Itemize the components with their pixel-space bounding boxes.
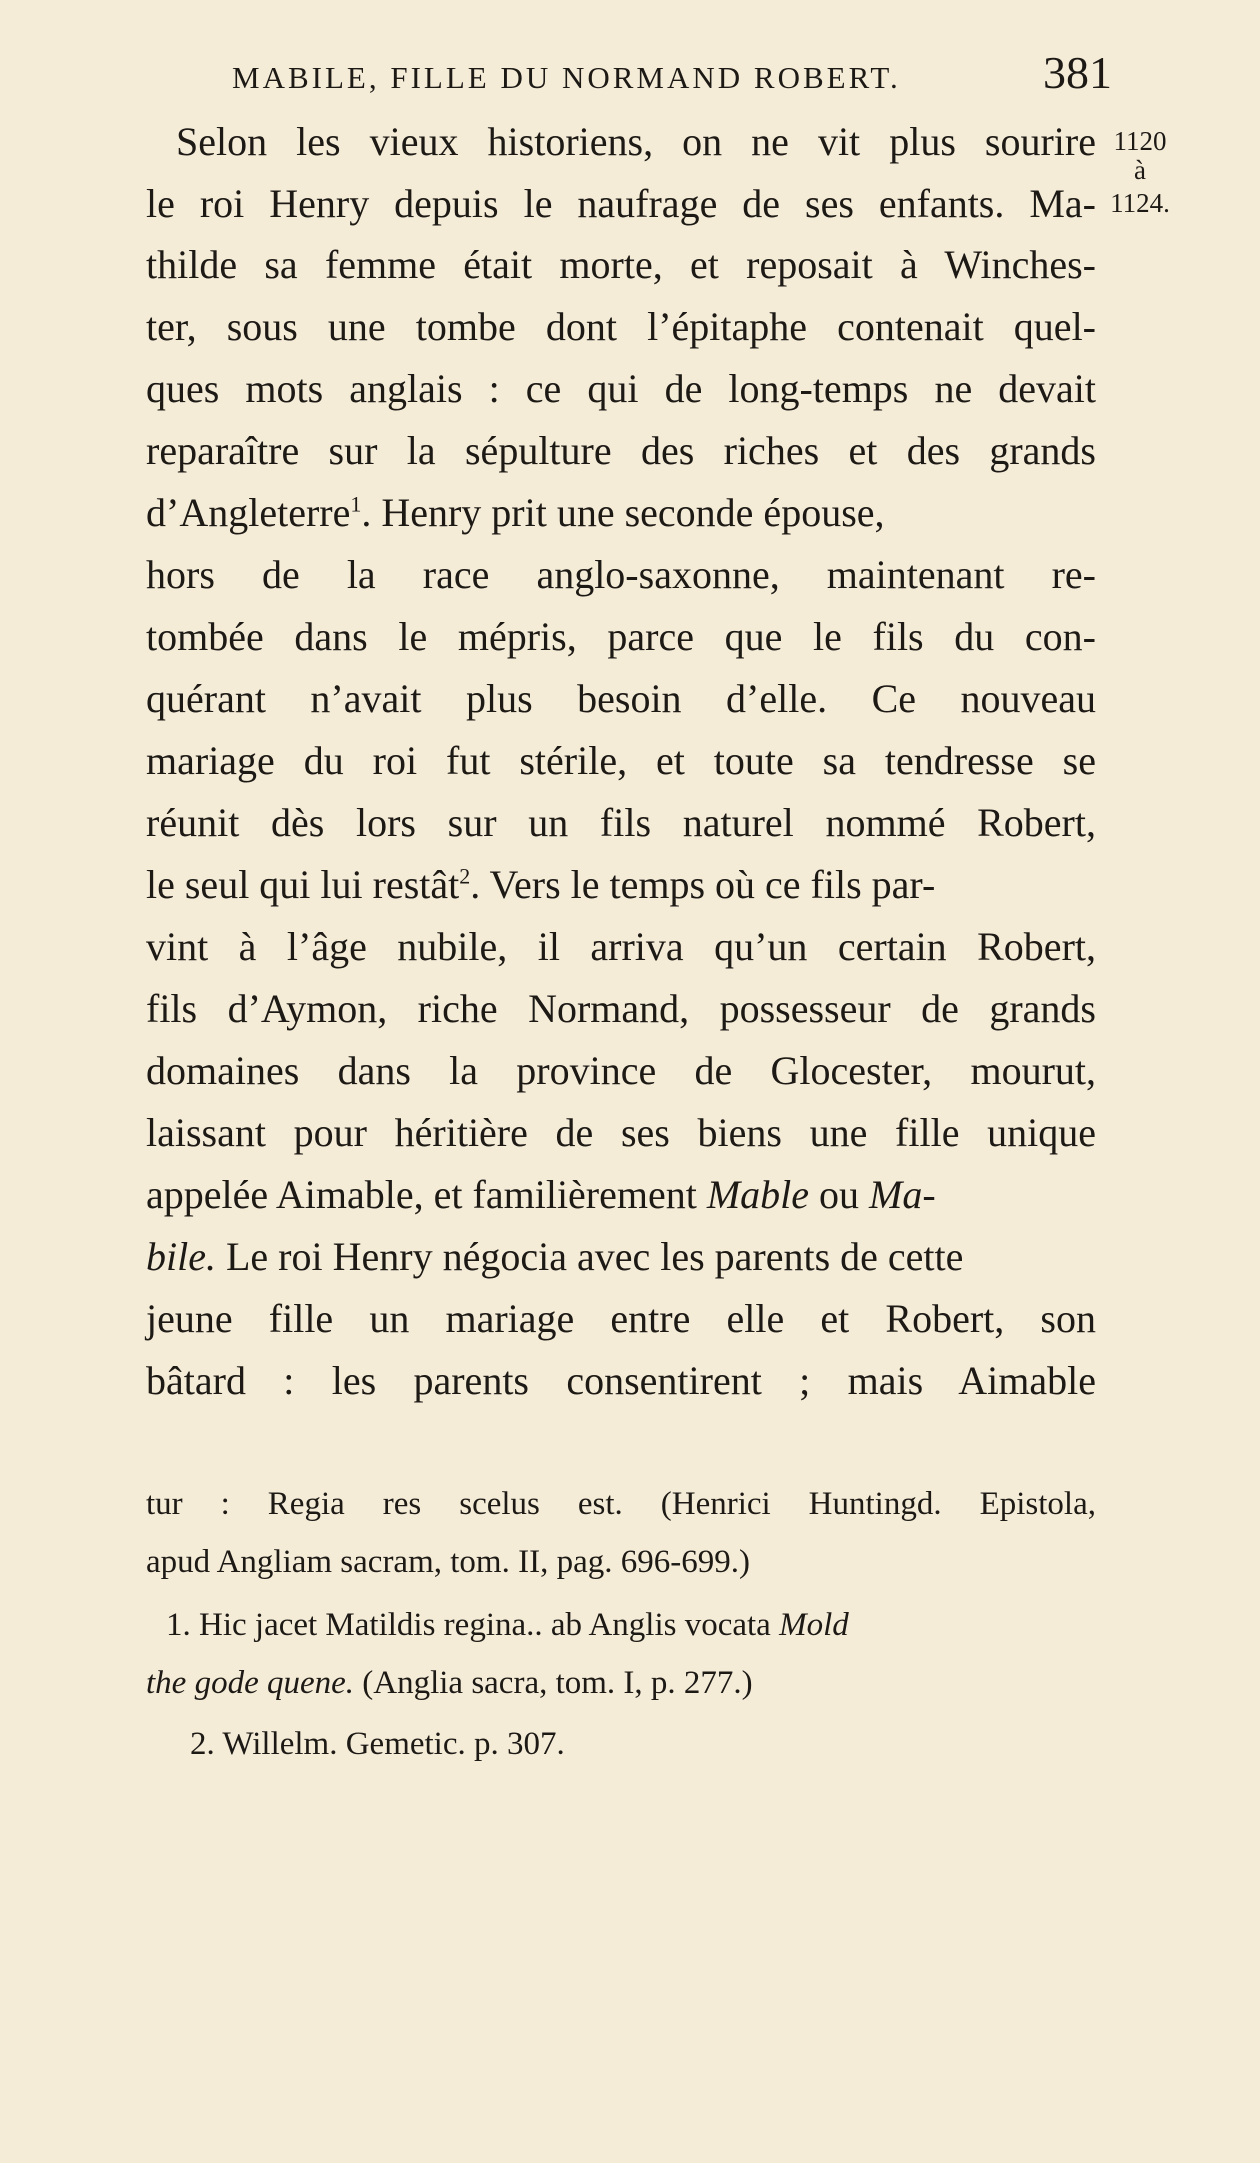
body-line: [146, 1171, 1096, 1219]
body-line: quérant n’avait plus besoin d’elle. Ce nouveau: [146, 676, 1096, 721]
body-line: ques mots anglais : ce qui de long-temps ne devait: [146, 366, 1096, 411]
body-line: bâtard : les parents consentirent ; mais Aimable: [146, 1358, 1096, 1403]
body-line: [146, 489, 1096, 537]
body-line: fils d’Aymon, riche Normand, possesseur de grands: [146, 986, 1096, 1031]
body-text: le seul qui lui restât: [146, 862, 460, 907]
italic-name: bile.: [146, 1234, 216, 1279]
footnote-text: (Anglia sacra, tom. I, p. 277.): [362, 1665, 753, 1701]
footnote-continuation: apud Angliam sacram, tom. II, pag. 696-699.): [146, 1544, 750, 1580]
body-text: appelée Aimable, et familièrement: [146, 1172, 697, 1217]
body-text: . Henry prit une seconde épouse,: [361, 490, 885, 535]
page-number: 381: [1043, 47, 1112, 98]
margin-connector: à: [1134, 155, 1146, 185]
body-line: mariage du roi fut stérile, et toute sa tendresse se: [146, 738, 1096, 783]
body-line: reparaître sur la sépulture des riches et des grands: [146, 428, 1096, 473]
body-line: tombée dans le mépris, parce que le fils du con-: [146, 614, 1096, 659]
body-text: . Vers le temps où ce fils par-: [470, 862, 936, 907]
footnote-italic: Mold: [779, 1607, 849, 1643]
footnote-2: 2. Willelm. Gemetic. p. 307.: [190, 1726, 565, 1762]
body-line: réunit dès lors sur un fils naturel nommé Robert,: [146, 800, 1096, 845]
body-line: domaines dans la province de Glocester, mourut,: [146, 1048, 1096, 1093]
body-text: ou: [819, 1172, 860, 1217]
running-head: [232, 46, 1112, 100]
footnote-ref-2: 2: [459, 863, 471, 889]
body-line: Selon les vieux historiens, on ne vit plus sourire: [176, 119, 1096, 164]
footnote-continuation: tur : Regia res scelus est. (Henrici Huntingd. Epistola,: [146, 1486, 1096, 1522]
body-line: hors de la race anglo-saxonne, maintenant re-: [146, 552, 1096, 597]
footnote-text: 1. Hic jacet Matildis regina.. ab Anglis vocata: [166, 1607, 771, 1643]
footnote-italic: the gode quene.: [146, 1665, 355, 1701]
margin-year-start: 1120: [1113, 126, 1167, 156]
body-line: thilde sa femme était morte, et reposait à Winches-: [146, 242, 1096, 287]
body-line: laissant pour héritière de ses biens une fille unique: [146, 1110, 1096, 1155]
body-line: jeune fille un mariage entre elle et Robert, son: [146, 1296, 1096, 1341]
margin-year-end: 1124.: [1110, 188, 1170, 218]
body-text: d’Angleterre: [146, 490, 351, 535]
body-line: vint à l’âge nubile, il arriva qu’un certain Robert,: [146, 924, 1096, 969]
body-line: [146, 1233, 1096, 1281]
footnote-1: [166, 1605, 1096, 1645]
italic-name: Ma-: [869, 1172, 936, 1217]
body-text: Le roi Henry négocia avec les parents de cette: [225, 1234, 964, 1279]
italic-name: Mable: [706, 1172, 810, 1217]
body-line: le roi Henry depuis le naufrage de ses enfants. Ma-: [146, 181, 1096, 226]
body-line: [146, 861, 1096, 909]
running-head-title: MABILE, FILLE DU NORMAND ROBERT.: [232, 60, 901, 95]
footnote-1-cont: [146, 1663, 1096, 1703]
body-line: ter, sous une tombe dont l’épitaphe contenait quel-: [146, 304, 1096, 349]
footnote-ref-1: 1: [350, 491, 362, 517]
